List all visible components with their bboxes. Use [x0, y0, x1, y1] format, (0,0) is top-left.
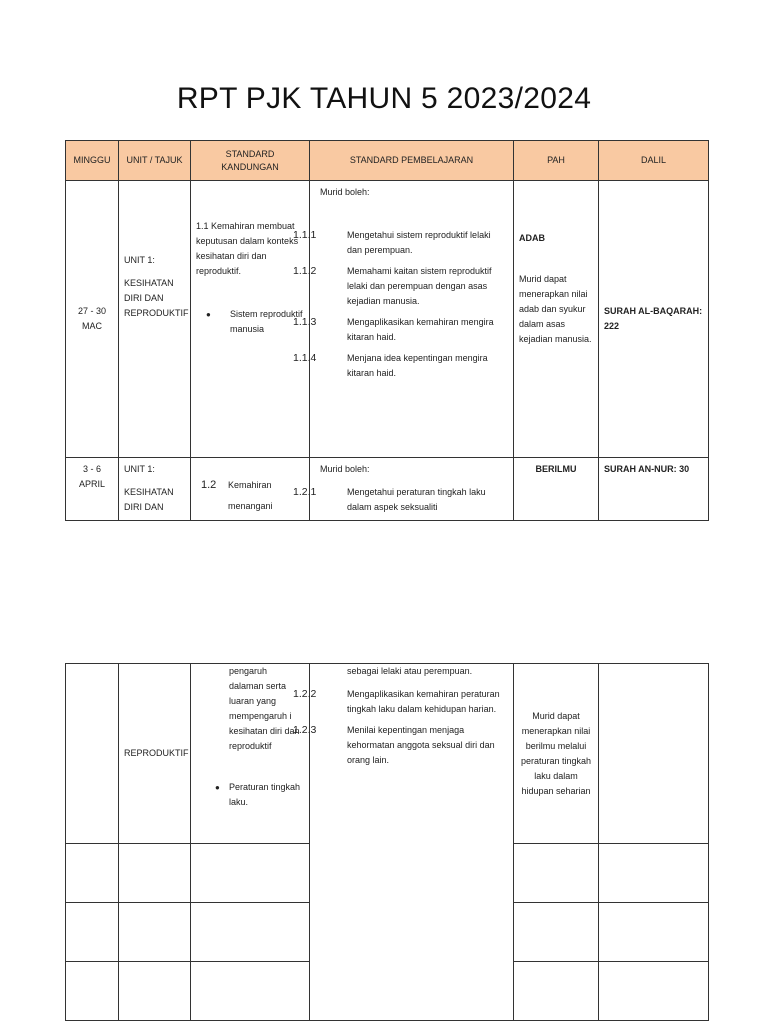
table-row	[66, 458, 709, 521]
empty-cell	[66, 903, 119, 962]
empty-cell	[119, 962, 191, 1021]
sk-bullet: ● Sistem reproduktif manusia	[220, 307, 304, 337]
pah-cell: Murid dapat menerapkan nilai berilmu melalui peraturan tingkah laku dalam hidupan seharian	[514, 664, 599, 844]
pah-cell: ADAB Murid dapat menerapkan nilai adab dan syukur dalam asas kejadian manusia.	[514, 181, 599, 458]
header-dalil: DALIL	[599, 141, 709, 181]
sk-cell: pengaruh dalaman serta luaran yang mempengaruh i kesihatan diri dan reproduktif ● Peraturan tingkah laku.	[191, 664, 310, 844]
sp-item: 1.1.2 Memahami kaitan sistem reproduktif lelaki dan perempuan dengan asas kejadian manusia.	[293, 265, 492, 306]
empty-cell	[514, 903, 599, 962]
empty-cell	[599, 844, 709, 903]
minggu-cell	[66, 664, 119, 844]
empty-cell	[599, 903, 709, 962]
empty-cell	[119, 903, 191, 962]
sp-item: 1.1.4 Menjana idea kepentingan mengira kitaran haid.	[293, 352, 488, 378]
empty-cell	[599, 962, 709, 1021]
sp-item: 1.1.1 Mengetahui sistem reproduktif lelaki dan perempuan.	[293, 229, 491, 255]
empty-cell	[191, 903, 310, 962]
sp-item: 1.1.3 Mengaplikasikan kemahiran mengira kitaran haid.	[293, 316, 494, 342]
minggu-cell: 27 - 30 MAC	[66, 181, 119, 458]
sp-cell: Murid boleh: 1.1.1 Mengetahui sistem reproduktif lelaki dan perempuan. 1.1.2 Memahami kaitan sistem reproduktif lelaki dan perempuan dengan asas kejadian manusia. 1.1.3 Mengaplikasikan kemahiran mengira kitaran haid. 1.1.4 Menjana idea kepentingan mengira kitaran haid.	[310, 181, 514, 458]
sp-cell: Murid boleh: 1.2.1 Mengetahui peraturan tingkah laku dalam aspek seksualiti	[310, 458, 514, 521]
dalil-cell: SURAH AN-NUR: 30	[599, 458, 709, 521]
dalil-cell	[599, 664, 709, 844]
header-standard-pembelajaran: STANDARD PEMBELAJARAN	[310, 141, 514, 181]
sp-item: 1.2.3 Menilai kepentingan menjaga kehormatan anggota seksual diri dan orang lain.	[293, 724, 495, 765]
sp-item: 1.2.2 Mengaplikasikan kemahiran peraturan tingkah laku dalam kehidupan harian.	[293, 688, 500, 714]
unit-cell: UNIT 1: KESIHATAN DIRI DAN REPRODUKTIF	[119, 181, 191, 458]
minggu-cell: 3 - 6 APRIL	[66, 458, 119, 521]
sk-cell: 1.1 Kemahiran membuat keputusan dalam konteks kesihatan diri dan reproduktif. ● Sistem reproduktif manusia	[191, 181, 310, 458]
sk-bullet: ● Peraturan tingkah laku.	[229, 780, 301, 810]
empty-cell	[66, 962, 119, 1021]
header-standard-kandungan: STANDARD KANDUNGAN	[191, 141, 310, 181]
empty-cell	[119, 844, 191, 903]
empty-cell	[191, 844, 310, 903]
rpt-table-top	[65, 140, 709, 521]
header-minggu: MINGGU	[66, 141, 119, 181]
sk-cell: 1.2 Kemahiran menangani	[191, 458, 310, 521]
rpt-table-bottom	[65, 663, 709, 1021]
pah-cell: BERILMU	[514, 458, 599, 521]
unit-cell: REPRODUKTIF	[119, 664, 191, 844]
empty-cell	[514, 844, 599, 903]
header-unit: UNIT / TAJUK	[119, 141, 191, 181]
dalil-cell: SURAH AL-BAQARAH: 222	[599, 181, 709, 458]
table-header-row	[66, 141, 709, 181]
sp-cell: sebagai lelaki atau perempuan. 1.2.2 Mengaplikasikan kemahiran peraturan tingkah laku dalam kehidupan harian. 1.2.3 Menilai kepentingan menjaga kehormatan anggota seksual diri dan orang lain.	[310, 664, 514, 1021]
page-title: RPT PJK TAHUN 5 2023/2024	[176, 82, 592, 115]
empty-cell	[66, 844, 119, 903]
table-row	[66, 664, 709, 844]
header-pah: PAH	[514, 141, 599, 181]
unit-cell: UNIT 1: KESIHATAN DIRI DAN	[119, 458, 191, 521]
empty-cell	[514, 962, 599, 1021]
empty-cell	[191, 962, 310, 1021]
table-row	[66, 181, 709, 458]
